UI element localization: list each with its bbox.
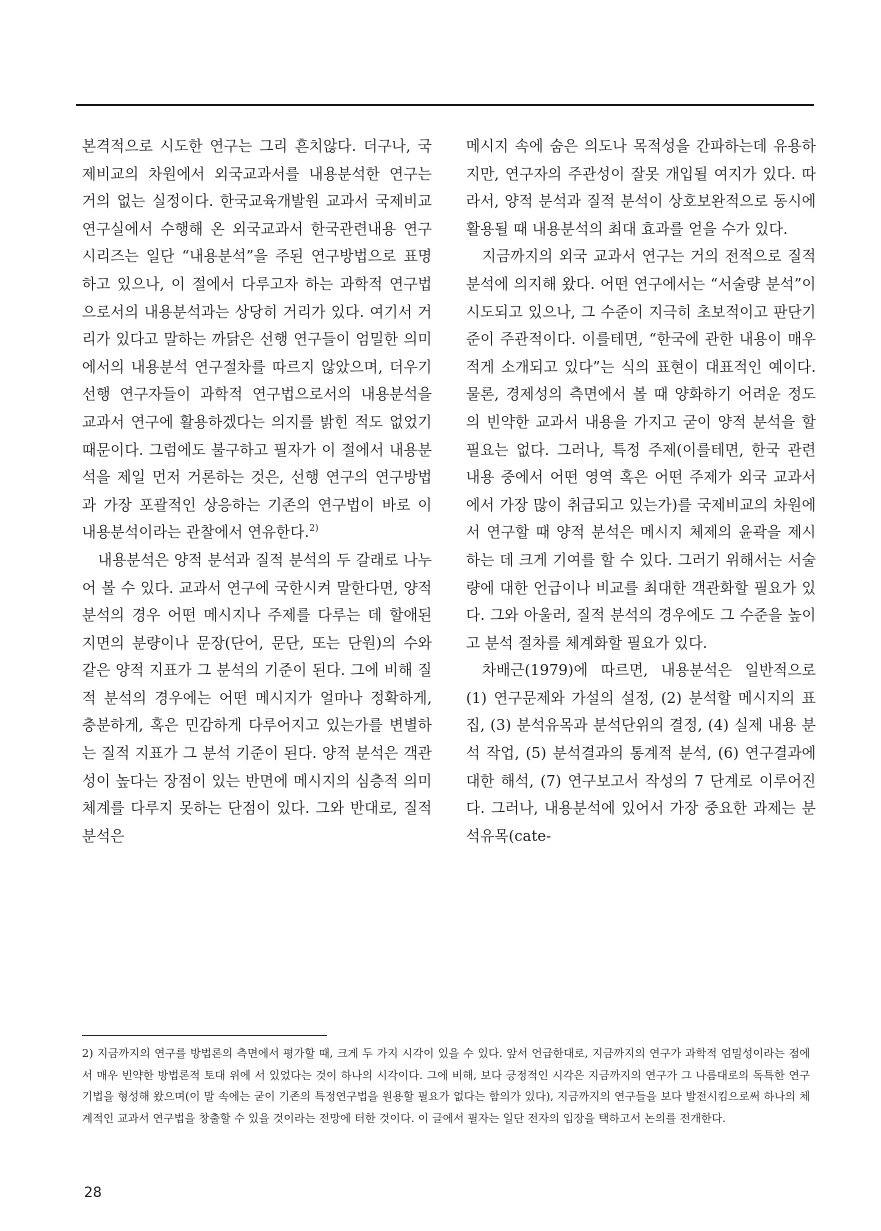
paragraph-text: 차배근(1979)에 따르면, 내용분석은 일반적으로 (1) 연구문제와 가설의 설정, (2) 분석할 메시지의 표집, (3) 분석유목과 분석단위의 결정, (4) 실제 내용 분석 작업, (5) 분석결과의 통계적 분석, (6) 연구결과에 대한 해석, (7) 연구보고서 작성의 7 단계로 이루어진다. 그러나, 내용분석에 있어서 가장 중요한 과제는 분석유목(cate-: [466, 662, 816, 845]
footnote-rule: [82, 1035, 327, 1036]
paragraph: [466, 657, 816, 850]
page-number: 28: [84, 1185, 102, 1201]
paragraph: [466, 243, 816, 657]
paragraph-text: 메시지 속에 숨은 의도나 목적성을 간파하는데 유용하지만, 연구자의 주관성이 잘못 개입될 여지가 있다. 따라서, 양적 분석과 질적 분석이 상호보완적으로 동시에 활용될 때 내용분석의 최대 효과를 얻을 수가 있다.: [466, 138, 816, 238]
paragraph-text: 본격적으로 시도한 연구는 그리 흔치않다. 더구나, 국제비교의 차원에서 외국교과서를 내용분석한 연구는 거의 없는 실정이다. 한국교육개발원 교과서 국제비교연구실에서 수행해 온 외국교과서 한국관련내용 연구 시리즈는 일단 “내용분석”을 주된 연구방법으로 표명하고 있으나, 이 절에서 다루고자 하는 과학적 연구법으로서의 내용분석과는 상당히 거리가 있다. 여기서 거리가 있다고 말하는 까닭은 선행 연구들이 엄밀한 의미에서의 내용분석 연구절차를 따르지 않았으며, 더우기 선행 연구자들이 과학적 연구법으로서의 내용분석을 교과서 연구에 활용하겠다는 의지를 밝힌 적도 없었기 때문이다. 그럼에도 불구하고 필자가 이 절에서 내용분석을 제일 먼저 거론하는 것은, 선행 연구의 연구방법과 가장 포괄적인 상응하는 기존의 연구법이 바로 이 내용분석이라는 관찰에서 연유한다.: [82, 138, 432, 542]
left-column: [82, 133, 432, 850]
footnote-text: 지금까지의 연구를 방법론의 측면에서 평가할 때, 크게 두 가지 시각이 있을 수 있다. 앞서 언급한대로, 지금까지의 연구가 과학적 엄밀성이라는 점에서 매우 빈약한 방법론적 토대 위에 서 있었다는 것이 하나의 시각이다. 그에 비해, 보다 긍정적인 시각은 지금까지의 연구가 그 나름대로의 독특한 연구기법을 형성해 왔으며(이 말 속에는 굳이 기존의 특정연구법을 원용할 필요가 없다는 함의가 있다), 지금까지의 연구들을 보다 발전시킴으로써 하나의 체계적인 교과서 연구법을 창출할 수 있을 것이라는 전망에 터한 것이다. 이 글에서 필자는 일단 전자의 입장을 택하고서 논의를 전개한다.: [82, 1047, 810, 1125]
paragraph: [82, 547, 432, 851]
footnote: [82, 1043, 810, 1129]
right-column: [466, 133, 816, 850]
header-rule: [76, 104, 814, 106]
paragraph-text: 내용분석은 양적 분석과 질적 분석의 두 갈래로 나누어 볼 수 있다. 교과서 연구에 국한시켜 말한다면, 양적 분석의 경우 어떤 메시지나 주제를 다루는 데 할애된 지면의 분량이나 문장(단어, 문단, 또는 단원)의 수와 같은 양적 지표가 그 분석의 기준이 된다. 그에 비해 질적 분석의 경우에는 어떤 메시지가 얼마나 정확하게, 충분하게, 혹은 민감하게 다루어지고 있는가를 변별하는 질적 지표가 그 분석 기준이 된다. 양적 분석은 객관성이 높다는 장점이 있는 반면에 메시지의 심층적 의미체계를 다루지 못하는 단점이 있다. 그와 반대로, 질적 분석은: [82, 551, 432, 845]
footnote-marker[interactable]: 2): [309, 524, 319, 535]
paragraph: [466, 133, 816, 243]
footnote-number: 2): [82, 1047, 94, 1060]
paragraph-text: 지금까지의 외국 교과서 연구는 거의 전적으로 질적 분석에 의지해 왔다. 어떤 연구에서는 “서술량 분석”이 시도되고 있으나, 그 수준이 지극히 초보적이고 판단기준이 주관적이다. 이를테면, “한국에 관한 내용이 매우 적게 소개되고 있다”는 식의 표현이 대표적인 예이다. 물론, 경제성의 측면에서 볼 때 양화하기 어려운 정도의 빈약한 교과서 내용을 가지고 굳이 양적 분석을 할 필요는 없다. 그러나, 특정 주제(이를테면, 한국 관련 내용 중에서 어떤 영역 혹은 어떤 주제가 외국 교과서에서 가장 많이 취급되고 있는가)를 국제비교의 차원에서 연구할 때 양적 분석은 메시지 체제의 윤곽을 제시하는 데 크게 기여를 할 수 있다. 그러기 위해서는 서술량에 대한 언급이나 비교를 최대한 객관화할 필요가 있다. 그와 아울러, 질적 분석의 경우에도 그 수준을 높이고 분석 절차를 체계화할 필요가 있다.: [466, 248, 816, 652]
paragraph: [82, 133, 432, 547]
